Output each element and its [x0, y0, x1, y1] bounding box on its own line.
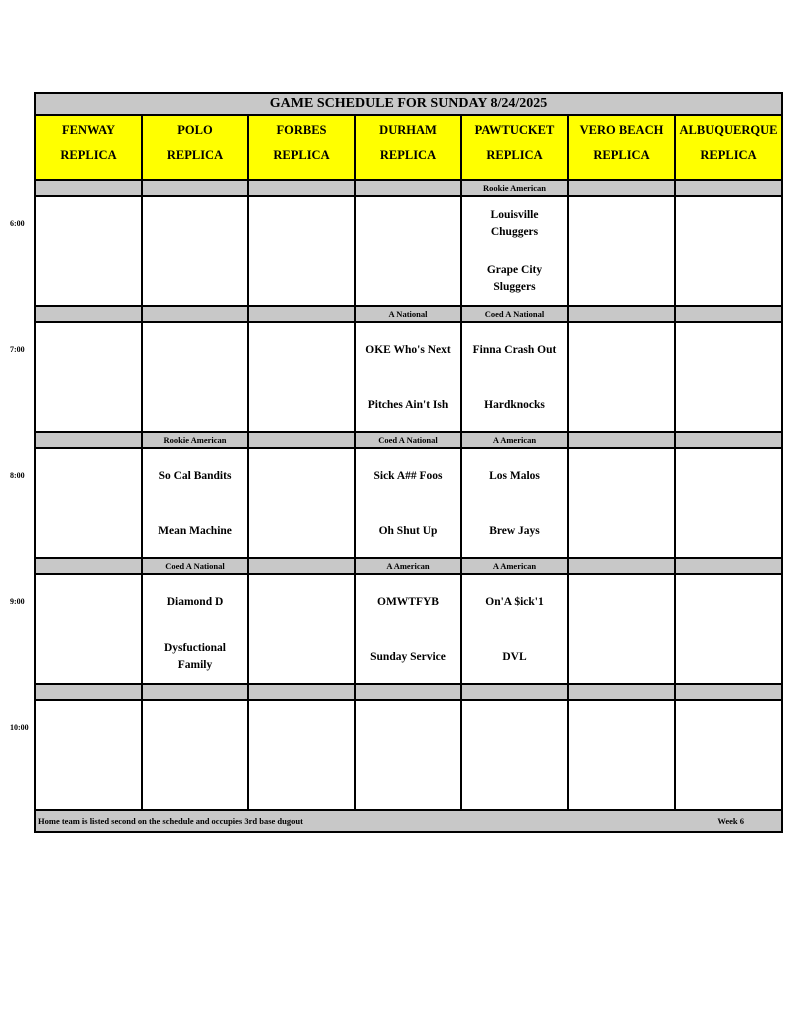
- game-slot: [355, 700, 461, 810]
- grid-line: [34, 321, 783, 323]
- time-label: 8:00: [10, 471, 25, 480]
- division-label: [568, 432, 675, 448]
- division-text: Coed A National: [484, 309, 545, 319]
- away-team: Los Malos: [489, 469, 540, 482]
- division-label: [35, 432, 142, 448]
- division-text: A American: [492, 561, 537, 571]
- grid-line: [34, 831, 783, 833]
- division-label: [461, 180, 568, 196]
- grid-line: [247, 115, 249, 810]
- field-name: DURHAM: [379, 123, 437, 137]
- game-slot: [675, 322, 782, 432]
- game-slot: [568, 574, 675, 684]
- away-team: OMWTFYB: [377, 595, 439, 608]
- game-slot: [35, 448, 142, 558]
- game-slot: [461, 196, 568, 306]
- division-label: [142, 684, 248, 700]
- home-team: Grape City Sluggers: [486, 264, 543, 293]
- division-label: [568, 684, 675, 700]
- division-label: [355, 306, 461, 322]
- game-slot: [248, 448, 355, 558]
- division-label: [35, 180, 142, 196]
- grid-line: [34, 557, 783, 559]
- field-header: [568, 115, 675, 180]
- division-label: [142, 558, 248, 574]
- division-label: [35, 306, 142, 322]
- game-slot: [35, 700, 142, 810]
- grid-line: [34, 92, 783, 94]
- field-name: VERO BEACH: [579, 123, 664, 137]
- grid-line: [34, 431, 783, 433]
- division-label: [35, 684, 142, 700]
- grid-line: [781, 92, 783, 833]
- division-text: Rookie American: [482, 183, 547, 193]
- field-header: [461, 115, 568, 180]
- grid-line: [460, 115, 462, 810]
- field-subtitle: REPLICA: [273, 148, 330, 162]
- game-slot: [675, 448, 782, 558]
- home-team: Hardknocks: [484, 398, 545, 411]
- division-label: [142, 432, 248, 448]
- division-label: [142, 180, 248, 196]
- home-team: Pitches Ain't Ish: [367, 398, 449, 411]
- grid-line: [34, 683, 783, 685]
- game-slot: [675, 196, 782, 306]
- time-label: 10:00: [10, 723, 29, 732]
- division-label: [461, 432, 568, 448]
- division-label: [675, 558, 782, 574]
- game-slot: [248, 700, 355, 810]
- division-label: [142, 306, 248, 322]
- game-slot: [568, 448, 675, 558]
- grid-line: [34, 92, 36, 833]
- away-team: Louisville Chuggers: [490, 209, 539, 238]
- grid-line: [34, 195, 783, 197]
- grid-line: [34, 573, 783, 575]
- game-slot: [568, 700, 675, 810]
- game-slot: [355, 574, 461, 684]
- field-subtitle: REPLICA: [60, 148, 117, 162]
- division-label: [568, 180, 675, 196]
- game-slot: [35, 196, 142, 306]
- grid-line: [354, 115, 356, 810]
- division-label: [248, 180, 355, 196]
- field-name: POLO: [177, 123, 213, 137]
- game-slot: [355, 322, 461, 432]
- division-label: [675, 306, 782, 322]
- division-label: [461, 684, 568, 700]
- schedule-footer: [35, 810, 782, 832]
- grid-line: [674, 115, 676, 810]
- home-team: Dysfuctional Family: [164, 642, 226, 671]
- division-label: [248, 306, 355, 322]
- game-slot: [248, 196, 355, 306]
- division-label: [248, 684, 355, 700]
- game-slot: [142, 448, 248, 558]
- field-subtitle: REPLICA: [486, 148, 543, 162]
- home-team: DVL: [502, 650, 527, 663]
- division-text: A American: [492, 435, 537, 445]
- field-header: [35, 115, 142, 180]
- grid-line: [34, 809, 783, 811]
- game-slot: [675, 574, 782, 684]
- away-team: Finna Crash Out: [472, 343, 557, 356]
- field-header: [355, 115, 461, 180]
- field-name: PAWTUCKET: [474, 123, 555, 137]
- game-slot: [675, 700, 782, 810]
- division-text: A American: [386, 561, 430, 571]
- footer-note: Home team is listed second on the schedule and occupies 3rd base dugout: [38, 816, 303, 826]
- division-label: [35, 558, 142, 574]
- game-slot: [35, 574, 142, 684]
- game-slot: [568, 196, 675, 306]
- grid-line: [34, 447, 783, 449]
- division-text: Rookie American: [163, 435, 227, 445]
- game-slot: [461, 700, 568, 810]
- division-label: [248, 558, 355, 574]
- away-team: On'A $ick'1: [485, 595, 544, 608]
- time-label: 6:00: [10, 219, 25, 228]
- field-subtitle: REPLICA: [700, 148, 757, 162]
- division-label: [461, 306, 568, 322]
- division-label: [355, 558, 461, 574]
- division-text: A National: [388, 309, 428, 319]
- home-team: Oh Shut Up: [378, 524, 438, 537]
- home-team: Mean Machine: [158, 524, 232, 537]
- division-label: [568, 558, 675, 574]
- field-subtitle: REPLICA: [379, 148, 437, 162]
- schedule-title: [35, 93, 782, 115]
- time-label: 7:00: [10, 345, 25, 354]
- grid-line: [567, 115, 569, 810]
- game-slot: [142, 574, 248, 684]
- game-slot: [248, 574, 355, 684]
- field-name: FORBES: [276, 123, 327, 137]
- division-label: [675, 684, 782, 700]
- division-label: [461, 558, 568, 574]
- grid-line: [34, 305, 783, 307]
- game-slot: [142, 322, 248, 432]
- game-slot: [142, 700, 248, 810]
- division-label: [355, 180, 461, 196]
- game-slot: [35, 322, 142, 432]
- game-slot: [142, 196, 248, 306]
- field-header: [142, 115, 248, 180]
- schedule-title-text: GAME SCHEDULE FOR SUNDAY 8/24/2025: [269, 96, 548, 111]
- away-team: Sick A## Foos: [373, 469, 443, 482]
- home-team: Sunday Service: [370, 650, 446, 663]
- field-header: [675, 115, 782, 180]
- game-slot: [461, 322, 568, 432]
- field-subtitle: REPLICA: [593, 148, 650, 162]
- field-header: [248, 115, 355, 180]
- division-label: [568, 306, 675, 322]
- division-label: [675, 432, 782, 448]
- time-label: 9:00: [10, 597, 25, 606]
- division-text: Coed A National: [378, 435, 438, 445]
- division-text: Coed A National: [165, 561, 225, 571]
- field-subtitle: REPLICA: [166, 148, 224, 162]
- game-slot: [355, 196, 461, 306]
- field-name: ALBUQUERQUE: [679, 123, 778, 137]
- division-label: [355, 432, 461, 448]
- home-team: Brew Jays: [489, 524, 540, 537]
- field-name: FENWAY: [61, 123, 116, 137]
- game-slot: [355, 448, 461, 558]
- away-team: So Cal Bandits: [158, 469, 232, 482]
- game-slot: [568, 322, 675, 432]
- division-label: [355, 684, 461, 700]
- week-label: Week 6: [717, 816, 744, 826]
- away-team: Diamond D: [166, 595, 224, 608]
- division-label: [675, 180, 782, 196]
- away-team: OKE Who's Next: [365, 343, 451, 356]
- game-slot: [248, 322, 355, 432]
- grid-line: [141, 115, 143, 810]
- grid-line: [34, 699, 783, 701]
- grid-line: [34, 114, 783, 116]
- division-label: [248, 432, 355, 448]
- grid-line: [34, 179, 783, 181]
- game-slot: [461, 448, 568, 558]
- game-slot: [461, 574, 568, 684]
